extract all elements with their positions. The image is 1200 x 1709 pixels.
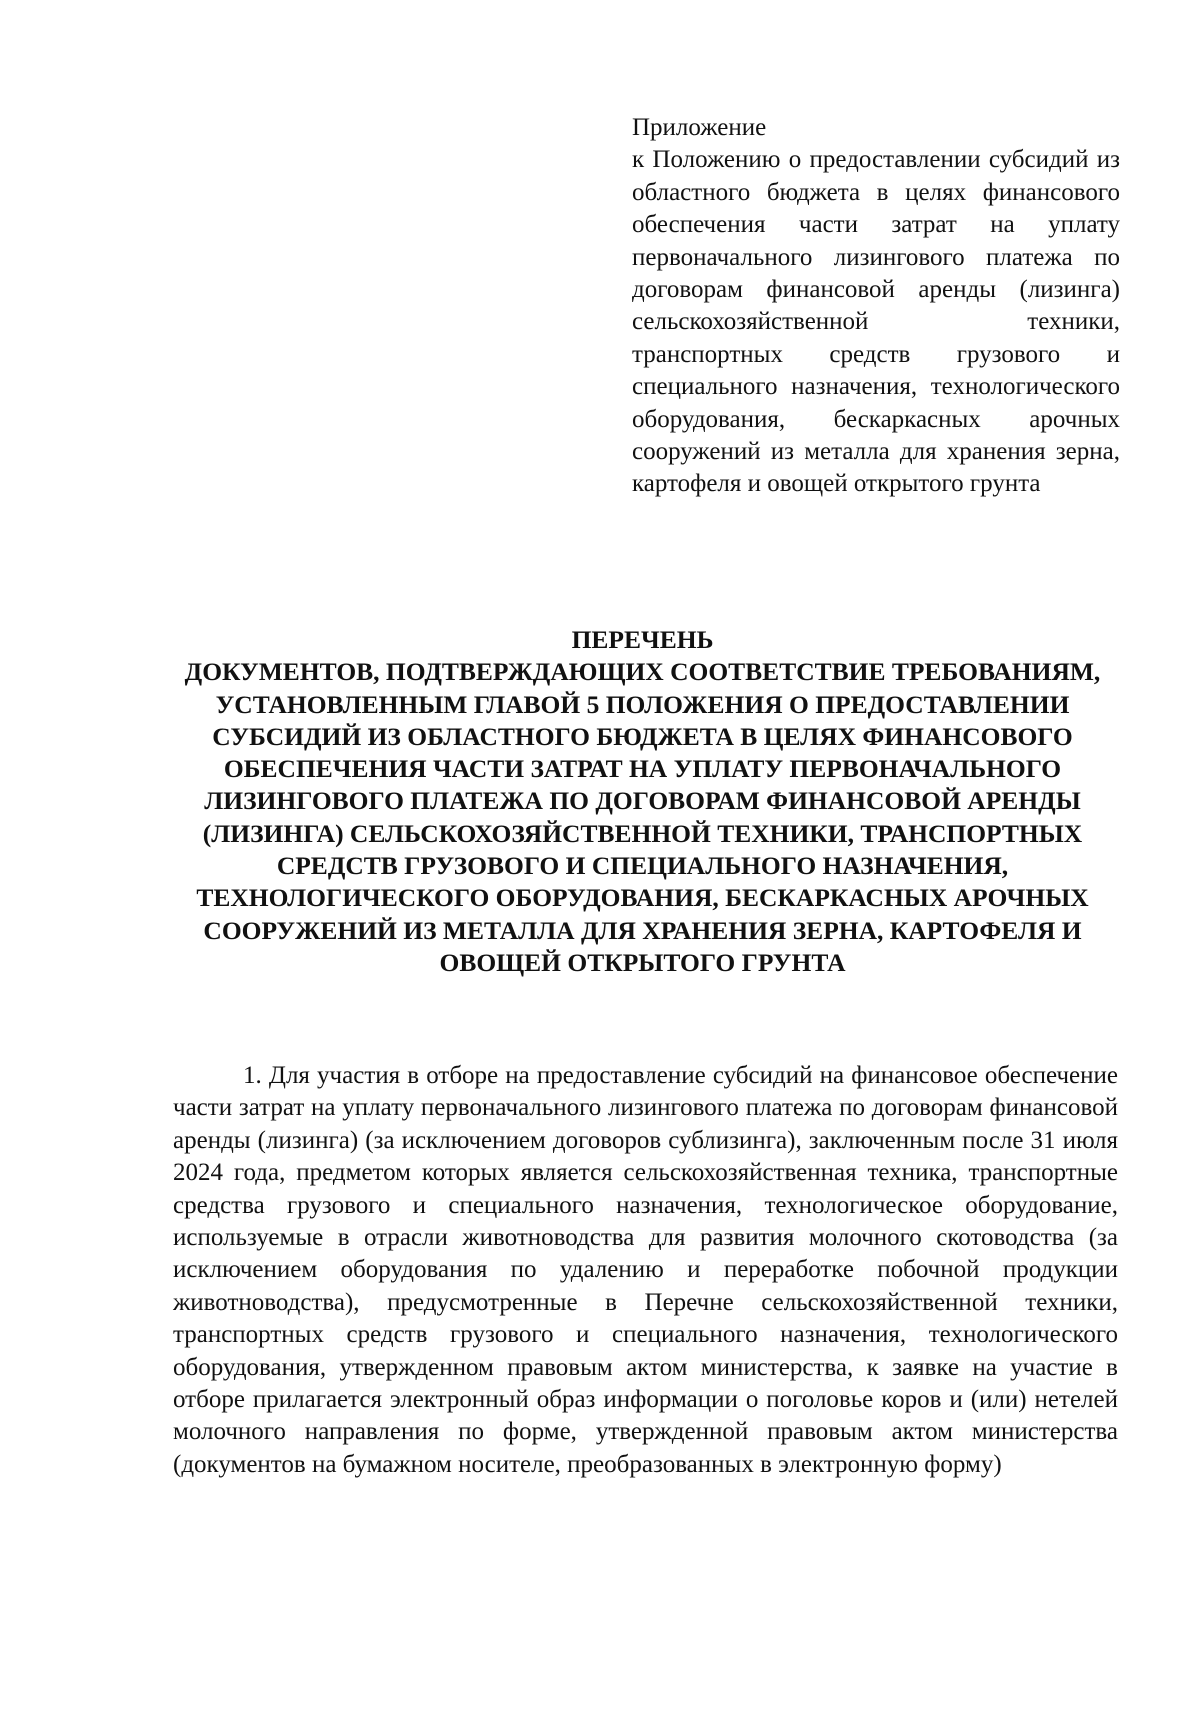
paragraph-1: 1. Для участия в отборе на предоставление субсидий на финансовое обеспечение части затрат на уплату первоначального лизингового платежа по договорам финансовой аренды (лизинга) (за исключением договоров сублизинга), заключенным после 31 июля 2024 года, предметом которых является сельскохозяйственная техника, транспортные средства грузового и специального назначения, технологическое оборудование, используемые в отрасли животноводства для развития молочного скотоводства (за исключением оборудования по удалению и переработке побочной продукции животноводства), предусмотренные в Перечне сельскохозяйственной техники, транспортных средств грузового и специального назначения, технологического оборудования, утвержденном правовым актом министерства, к заявке на участие в отборе прилагается электронный образ информации о поголовье коров и (или) нетелей молочного направления по форме, утвержденной правовым актом министерства (документов на бумажном носителе, преобразованных в электронную форму): [173, 1062, 1118, 1478]
title-rest: ДОКУМЕНТОВ, ПОДТВЕРЖДАЮЩИХ СООТВЕТСТВИЕ ТРЕБОВАНИЯМ, УСТАНОВЛЕННЫМ ГЛАВОЙ 5 ПОЛОЖЕНИЯ О ПРЕДОСТАВЛЕНИИ СУБСИДИЙ ИЗ ОБЛАСТНОГО БЮДЖЕТА В ЦЕЛЯХ ФИНАНСОВОГО ОБЕСПЕЧЕНИЯ ЧАСТИ ЗАТРАТ НА УПЛАТУ ПЕРВОНАЧАЛЬНОГО ЛИЗИНГОВОГО ПЛАТЕЖА ПО ДОГОВОРАМ ФИНАНСОВОЙ АРЕНДЫ (ЛИЗИНГА) СЕЛЬСКОХОЗЯЙСТВЕННОЙ ТЕХНИКИ, ТРАНСПОРТНЫХ СРЕДСТВ ГРУЗОВОГО И СПЕЦИАЛЬНОГО НАЗНАЧЕНИЯ, ТЕХНОЛОГИЧЕСКОГО ОБОРУДОВАНИЯ, БЕСКАРКАСНЫХ АРОЧНЫХ СООРУЖЕНИЙ ИЗ МЕТАЛЛА ДЛЯ ХРАНЕНИЯ ЗЕРНА, КАРТОФЕЛЯ И ОВОЩЕЙ ОТКРЫТОГО ГРУНТА: [184, 657, 1101, 977]
appendix-block: [632, 112, 1120, 501]
title-line1: ПЕРЕЧЕНЬ: [571, 625, 714, 654]
appendix-text: к Положению о предоставлении субсидий из областного бюджета в целях финансового обеспечения части затрат на уплату первоначального лизингового платежа по договорам финансовой аренды (лизинга) сельскохозяйственной техники, транспортных средств грузового и специального назначения, технологического оборудования, бескаркасных арочных сооружений из металла для хранения зерна, картофеля и овощей открытого грунта: [632, 146, 1120, 498]
appendix-heading: Приложение: [632, 114, 767, 141]
document-title: [160, 624, 1125, 979]
